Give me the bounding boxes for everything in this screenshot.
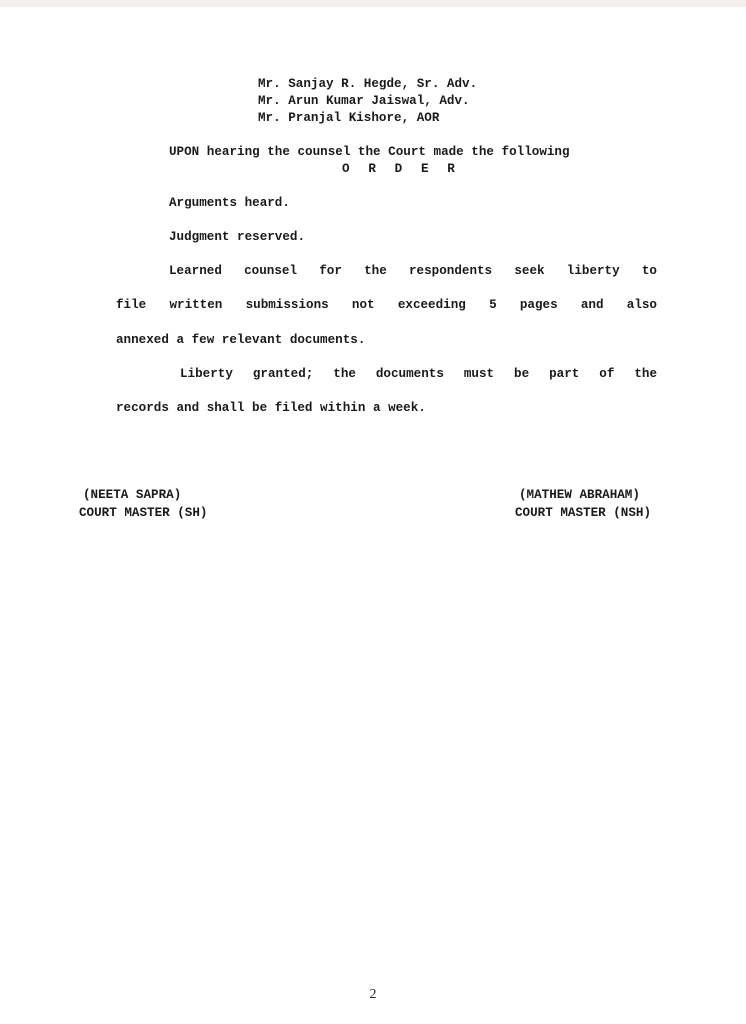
arguments-heard: Arguments heard.	[169, 196, 290, 210]
liberty-line-1: Learned counsel for the respondents seek liberty to	[169, 264, 657, 278]
signature-right-name: (MATHEW ABRAHAM)	[519, 488, 640, 502]
judgment-reserved: Judgment reserved.	[169, 230, 306, 244]
hearing-line: UPON hearing the counsel the Court made the following	[169, 145, 570, 159]
counsel-line-1: Mr. Sanjay R. Hegde, Sr. Adv.	[258, 77, 478, 91]
counsel-line-3: Mr. Pranjal Kishore, AOR	[258, 111, 440, 125]
counsel-line-2: Mr. Arun Kumar Jaiswal, Adv.	[258, 94, 470, 108]
signature-right-title: COURT MASTER (NSH)	[515, 506, 652, 520]
liberty-line-2: file written submissions not exceeding 5 pages and also	[116, 298, 657, 312]
signature-left-title: COURT MASTER (SH)	[79, 506, 208, 520]
document-page	[0, 7, 746, 1024]
page-number: 2	[369, 987, 377, 1002]
top-strip	[0, 0, 746, 7]
liberty-line-3: annexed a few relevant documents.	[116, 333, 366, 347]
granted-line-2: records and shall be filed within a week.	[116, 401, 426, 415]
signature-left-name: (NEETA SAPRA)	[83, 488, 182, 502]
granted-line-1: Liberty granted; the documents must be part of the	[180, 367, 657, 381]
order-title: O R D E R	[342, 162, 461, 176]
